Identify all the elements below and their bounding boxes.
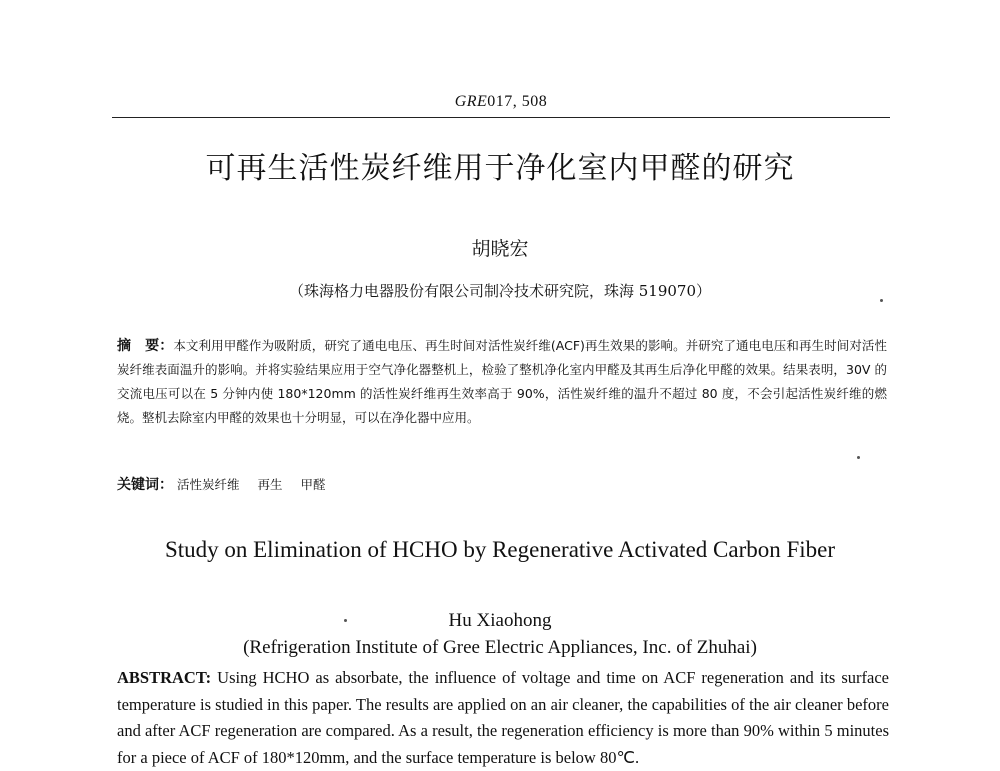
english-author: Hu Xiaohong [448,610,552,631]
scan-speck [880,299,883,302]
chinese-keywords-label: 关键词： [117,477,173,493]
chinese-affiliation: （珠海格力电器股份有限公司制冷技术研究院，珠海 519070） [288,282,712,300]
english-abstract-label: ABSTRACT: [117,668,212,687]
chinese-abstract-text: 本文利用甲醛作为吸附质，研究了通电电压、再生时间对活性炭纤维(ACF)再生效果的影响。并研究了通电电压和再生时间对活性炭纤维表面温升的影响。并将实验结果应用于空气净化器整机上，检验了整机净化室内甲醛及其再生后净化甲醛的效果。结果表明，30V 的交流电压可以在 5 分钟内使 180*120mm 的活性炭纤维再生效率高于 90%，活性炭纤维的温升不超过 80 度，不会引起活性炭纤维的燃烧。整机去除室内甲醛的效果也十分明显，可以在净化器中应用。 [117,338,887,425]
chinese-abstract-label: 摘 要： [117,338,174,354]
keyword: 甲醛 [300,477,326,492]
running-head [112,93,890,111]
chinese-author: 胡晓宏 [471,238,529,260]
chinese-title: 可再生活性炭纤维用于净化室内甲醛的研究 [205,151,795,186]
english-affiliation: (Refrigeration Institute of Gree Electric Appliances, Inc. of Zhuhai) [243,637,757,658]
chinese-abstract [117,334,887,430]
english-abstract-text: Using HCHO as absorbate, the influence of voltage and time on ACF regeneration and its surface temperature is studied in this paper. The results are applied on an air cleaner, the capabilities of the air cleaner before and after ACF regeneration are compared. As a result, the regeneration efficiency is more than 90% within 5 minutes for a piece of ACF of 180*120mm, and the surface temperature is below 80℃. [117,668,890,767]
running-head-italic: GRE [454,93,488,110]
header-rule [112,117,890,118]
running-head-number: 017, 508 [487,93,548,110]
keyword: 活性炭纤维 [176,477,240,492]
english-abstract [117,665,889,771]
english-title: Study on Elimination of HCHO by Regenerative Activated Carbon Fiber [164,537,836,562]
scan-speck [857,456,860,459]
chinese-keywords [117,474,887,494]
keyword: 再生 [257,477,283,492]
